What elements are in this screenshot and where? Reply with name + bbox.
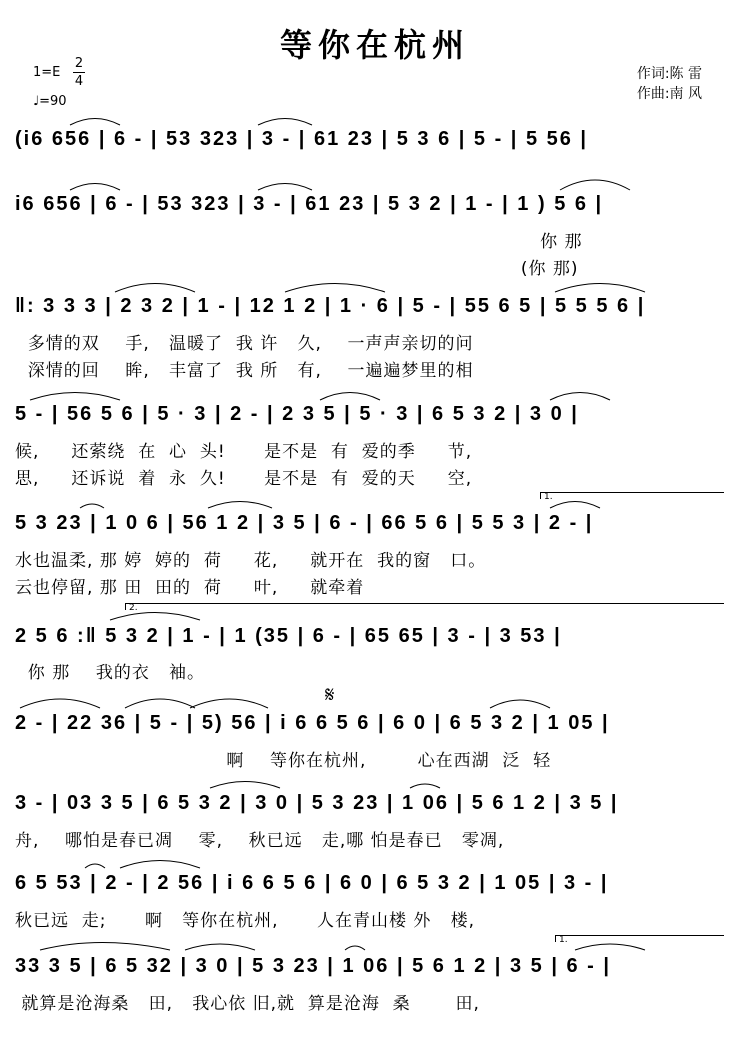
lyric-line-1: 就算是沧海桑 田, 我心依 旧,就 算是沧海 桑 田, (15, 994, 480, 1014)
lyric-line-2: (你 那) (15, 259, 579, 279)
lyric-line-1: 秋已远 走; 啊 等你在杭州, 人在青山楼 外 楼, (15, 911, 476, 931)
song-title: 等你在杭州 (279, 26, 470, 64)
lyric-line-2: 思, 还诉说 着 永 久! 是不是 有 爱的天 空, (15, 469, 473, 489)
lyric-line-1: 你 那 (15, 232, 583, 252)
lyric-line-2: 云也停留, 那 田 田的 荷 叶, 就牵着 (15, 578, 365, 598)
notation-line: 2 5 6 :‖ 5 3 2 | 1 - | 1 (35 | 6 - | 65 65 | 3 - | 3 53 | (15, 625, 562, 647)
second-ending-bracket: 2. (125, 603, 724, 610)
lyric-line-1: 你 那 我的衣 袖。 (15, 663, 206, 683)
key-label: 1=E (33, 65, 61, 80)
lyric-line-1: 啊 等你在杭州, 心在西湖 泛 轻 (15, 751, 552, 771)
tempo-marking: ♩=90 (33, 94, 67, 109)
lyricist-credit: 作词:陈 雷 (636, 66, 702, 82)
notation-line: 5 - | 56 5 6 | 5 · 3 | 2 - | 2 3 5 | 5 · 3 | 6 5 3 2 | 3 0 | (15, 403, 579, 425)
first-ending-bracket: 1. (540, 492, 724, 499)
lyric-line-1: 多情的双 手, 温暖了 我 许 久, 一声声亲切的问 (15, 334, 474, 354)
notation-line: 6 5 53 | 2 - | 2 56 | i 6 6 5 6 | 6 0 | 6 5 3 2 | 1 05 | 3 - | (15, 872, 609, 894)
segno-icon: 𝄋 (325, 683, 335, 708)
first-ending-bracket-2: 1. (555, 935, 724, 942)
time-denominator: 4 (74, 74, 84, 89)
notation-line: 5 3 23 | 1 0 6 | 56 1 2 | 3 5 | 6 - | 66 5 6 | 5 5 3 | 2 - | (15, 512, 594, 534)
lyric-line-1: 舟, 哪怕是春已凋 零, 秋已远 走,哪 怕是春已 零凋, (15, 831, 505, 851)
notation-line: i6 656 | 6 - | 53 323 | 3 - | 61 23 | 5 3 2 | 1 - | 1 ) 5 6 | (15, 193, 604, 215)
time-numerator: 2 (74, 56, 84, 71)
notation-line: ‖: 3 3 3 | 2 3 2 | 1 - | 12 1 2 | 1 · 6 | 5 - | 55 6 5 | 5 5 5 6 | (15, 295, 646, 317)
lyric-line-1: 候, 还萦绕 在 心 头! 是不是 有 爱的季 节, (15, 442, 473, 462)
lyric-line-2: 深情的回 眸, 丰富了 我 所 有, 一遍遍梦里的相 (15, 361, 474, 381)
notation-line: 33 3 5 | 6 5 32 | 3 0 | 5 3 23 | 1 06 | 5 6 1 2 | 3 5 | 6 - | (15, 955, 611, 977)
lyric-line-1: 水也温柔, 那 婷 婷的 荷 花, 就开在 我的窗 口。 (15, 551, 487, 571)
composer-credit: 作曲:南 风 (636, 86, 702, 102)
notation-line: 3 - | 03 3 5 | 6 5 3 2 | 3 0 | 5 3 23 | 1 06 | 5 6 1 2 | 3 5 | (15, 792, 619, 814)
notation-line: (i6 656 | 6 - | 53 323 | 3 - | 61 23 | 5 3 6 | 5 - | 5 56 | (15, 128, 589, 150)
notation-line: 2 - | 22 36 | 5 - | 5) 56 | i 6 6 5 6 | 6 0 | 6 5 3 2 | 1 05 | (15, 712, 610, 734)
